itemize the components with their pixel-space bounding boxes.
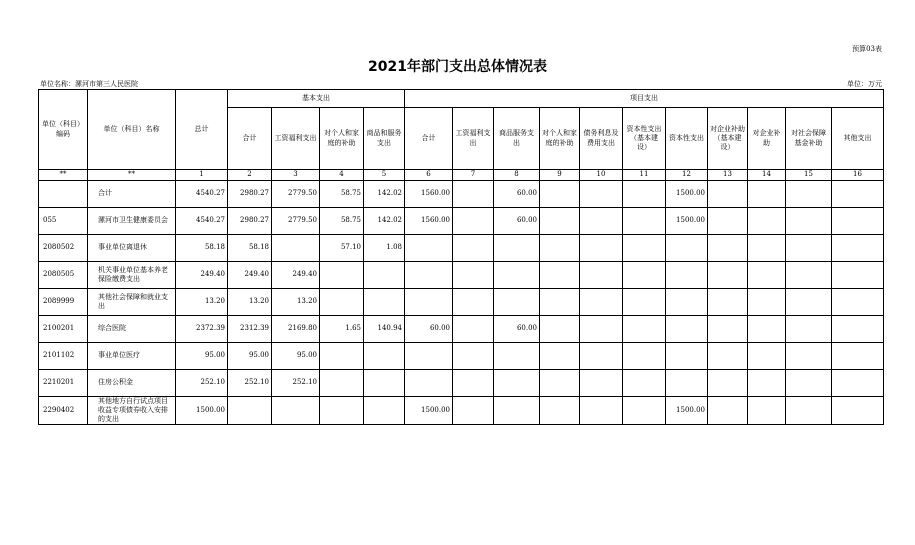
row-value [453, 316, 494, 343]
table-row [39, 370, 884, 397]
header-project-col: 对社会保障基金补助 [786, 108, 832, 170]
row-value [623, 235, 666, 262]
page-title: 2021年部门支出总体情况表 [368, 59, 547, 75]
row-value [832, 208, 884, 235]
row-value [453, 181, 494, 208]
header-project-col: 工资福利支出 [453, 108, 494, 170]
row-value [540, 370, 580, 397]
row-value: 249.40 [228, 262, 272, 289]
header-project-col: 合计 [405, 108, 453, 170]
row-value [623, 316, 666, 343]
header-basic-col: 商品和服务支出 [364, 108, 405, 170]
row-value [540, 235, 580, 262]
row-value [405, 262, 453, 289]
column-index-cell: 2 [228, 170, 272, 181]
row-code: 2089999 [39, 289, 88, 316]
row-value [832, 289, 884, 316]
row-value: 58.75 [320, 181, 364, 208]
row-code: 2210201 [39, 370, 88, 397]
row-value [320, 397, 364, 425]
column-index-cell: 9 [540, 170, 580, 181]
header-project-col: 资本性支出（基本建设） [623, 108, 666, 170]
table-row [39, 181, 884, 208]
row-value [453, 262, 494, 289]
row-value [494, 370, 540, 397]
row-value [320, 262, 364, 289]
row-value [666, 316, 708, 343]
row-value: 1.65 [320, 316, 364, 343]
row-value [623, 208, 666, 235]
row-value [748, 208, 786, 235]
header-basic-col: 工资福利支出 [272, 108, 320, 170]
row-value [453, 370, 494, 397]
row-code: 2101102 [39, 343, 88, 370]
row-value [494, 289, 540, 316]
row-value: 60.00 [494, 316, 540, 343]
row-value [494, 397, 540, 425]
row-value: 2372.39 [176, 316, 228, 343]
row-value: 60.00 [405, 316, 453, 343]
row-name: 其他社会保障和就业支出 [88, 289, 176, 316]
row-value: 13.20 [228, 289, 272, 316]
row-value [748, 235, 786, 262]
row-code: 2100201 [39, 316, 88, 343]
row-code: 2080502 [39, 235, 88, 262]
row-value [364, 343, 405, 370]
row-value [364, 289, 405, 316]
row-value: 1500.00 [405, 397, 453, 425]
row-value [494, 235, 540, 262]
row-value [580, 235, 623, 262]
row-value [540, 181, 580, 208]
table-row [39, 343, 884, 370]
table-row [39, 262, 884, 289]
row-value [666, 343, 708, 370]
row-value [666, 289, 708, 316]
row-value [228, 397, 272, 425]
row-code: 2290402 [39, 397, 88, 425]
row-value [708, 262, 748, 289]
row-value [540, 343, 580, 370]
unit-name: 单位名称：漯河市第三人民医院 [40, 80, 138, 88]
row-value [623, 370, 666, 397]
row-value: 57.10 [320, 235, 364, 262]
row-value [405, 235, 453, 262]
row-value [786, 289, 832, 316]
table-row [39, 289, 884, 316]
row-value [623, 289, 666, 316]
row-value: 1500.00 [176, 397, 228, 425]
row-value [832, 181, 884, 208]
column-index-cell: 13 [708, 170, 748, 181]
header-total: 总计 [176, 90, 228, 170]
row-name: 综合医院 [88, 316, 176, 343]
row-value [786, 262, 832, 289]
row-value [580, 316, 623, 343]
row-value: 249.40 [272, 262, 320, 289]
row-value [708, 235, 748, 262]
header-project-col: 对企业补助 [748, 108, 786, 170]
row-value: 95.00 [176, 343, 228, 370]
row-value [580, 370, 623, 397]
row-value [580, 181, 623, 208]
row-code [39, 181, 88, 208]
column-index-cell: 14 [748, 170, 786, 181]
row-value [708, 370, 748, 397]
row-value: 1500.00 [666, 181, 708, 208]
row-name: 住房公积金 [88, 370, 176, 397]
column-index-cell: ** [88, 170, 176, 181]
row-value [540, 397, 580, 425]
row-value [832, 316, 884, 343]
row-value [832, 235, 884, 262]
row-value: 252.10 [272, 370, 320, 397]
row-value [708, 397, 748, 425]
row-name: 机关事业单位基本养老保险缴费支出 [88, 262, 176, 289]
column-index-cell: 8 [494, 170, 540, 181]
expenditure-table [38, 89, 884, 425]
row-value: 1500.00 [666, 397, 708, 425]
column-index-cell: 6 [405, 170, 453, 181]
column-index-cell: 1 [176, 170, 228, 181]
row-value: 60.00 [494, 181, 540, 208]
row-value [786, 208, 832, 235]
row-value [832, 343, 884, 370]
header-name: 单位（科目）名称 [88, 90, 176, 170]
row-name: 事业单位离退休 [88, 235, 176, 262]
row-value [786, 343, 832, 370]
header-project-col: 资本性支出 [666, 108, 708, 170]
row-value [666, 370, 708, 397]
row-value [786, 397, 832, 425]
header-basic-col: 合计 [228, 108, 272, 170]
row-value [364, 262, 405, 289]
row-value [623, 343, 666, 370]
table-row [39, 208, 884, 235]
row-value [364, 397, 405, 425]
row-value [623, 397, 666, 425]
header-project-group: 项目支出 [405, 90, 884, 108]
row-value [580, 343, 623, 370]
row-value [832, 370, 884, 397]
unit-label: 单位：万元 [847, 80, 882, 88]
row-value: 1560.00 [405, 181, 453, 208]
row-value [494, 262, 540, 289]
row-value [832, 397, 884, 425]
row-value [540, 316, 580, 343]
row-code: 2080505 [39, 262, 88, 289]
row-value [666, 262, 708, 289]
row-value: 2312.39 [228, 316, 272, 343]
column-index-cell: 5 [364, 170, 405, 181]
row-value [748, 316, 786, 343]
row-value [580, 289, 623, 316]
row-value [453, 397, 494, 425]
column-index-cell: 11 [623, 170, 666, 181]
row-value [272, 235, 320, 262]
row-name: 漯河市卫生健康委员会 [88, 208, 176, 235]
row-value: 4540.27 [176, 181, 228, 208]
row-value: 2779.50 [272, 208, 320, 235]
row-value [364, 370, 405, 397]
row-value [748, 370, 786, 397]
row-value: 13.20 [272, 289, 320, 316]
header-basic-group: 基本支出 [228, 90, 405, 108]
column-index-cell: 7 [453, 170, 494, 181]
row-value [748, 397, 786, 425]
form-number: 预算03表 [852, 45, 882, 53]
row-value: 1500.00 [666, 208, 708, 235]
table-row [39, 316, 884, 343]
row-value [786, 316, 832, 343]
row-value [666, 235, 708, 262]
column-index-cell: 4 [320, 170, 364, 181]
row-value [540, 289, 580, 316]
row-value: 2980.27 [228, 208, 272, 235]
header-code: 单位（科目）编码 [39, 90, 88, 170]
row-value [748, 181, 786, 208]
row-value: 142.02 [364, 208, 405, 235]
row-value [580, 208, 623, 235]
row-value [320, 289, 364, 316]
column-index-cell: 3 [272, 170, 320, 181]
header-project-col: 对个人和家庭的补助 [540, 108, 580, 170]
row-value [708, 181, 748, 208]
row-value [405, 289, 453, 316]
row-value [580, 397, 623, 425]
row-value [320, 343, 364, 370]
row-value [748, 343, 786, 370]
row-value [580, 262, 623, 289]
header-basic-col: 对个人和家庭的补助 [320, 108, 364, 170]
row-value: 1.08 [364, 235, 405, 262]
row-value [540, 262, 580, 289]
row-value [272, 397, 320, 425]
header-project-col: 其他支出 [832, 108, 884, 170]
row-value: 58.75 [320, 208, 364, 235]
row-name: 其他地方自行试点项目收益专项债券收入安排的支出 [88, 397, 176, 425]
row-value: 95.00 [272, 343, 320, 370]
row-value [405, 343, 453, 370]
table-row [39, 397, 884, 425]
row-value: 1560.00 [405, 208, 453, 235]
row-value [453, 343, 494, 370]
column-index-cell: 10 [580, 170, 623, 181]
row-value [623, 262, 666, 289]
row-code: 055 [39, 208, 88, 235]
row-value: 2779.50 [272, 181, 320, 208]
column-index-cell: 16 [832, 170, 884, 181]
row-value: 58.18 [176, 235, 228, 262]
row-value [453, 289, 494, 316]
header-project-col: 对企业补助（基本建设） [708, 108, 748, 170]
row-value [320, 370, 364, 397]
row-value: 95.00 [228, 343, 272, 370]
header-row-1 [39, 90, 884, 108]
row-value: 4540.27 [176, 208, 228, 235]
column-index-cell: 15 [786, 170, 832, 181]
table-row [39, 235, 884, 262]
row-name: 合计 [88, 181, 176, 208]
row-value [748, 289, 786, 316]
row-value: 2980.27 [228, 181, 272, 208]
row-value [494, 343, 540, 370]
row-value [453, 208, 494, 235]
row-value [708, 316, 748, 343]
row-value [540, 208, 580, 235]
column-index-cell: ** [39, 170, 88, 181]
row-value: 58.18 [228, 235, 272, 262]
row-value: 252.10 [176, 370, 228, 397]
row-value: 252.10 [228, 370, 272, 397]
row-value [405, 370, 453, 397]
row-value: 249.40 [176, 262, 228, 289]
header-project-col: 商品服务支出 [494, 108, 540, 170]
row-name: 事业单位医疗 [88, 343, 176, 370]
row-value: 60.00 [494, 208, 540, 235]
row-value [748, 262, 786, 289]
row-value: 140.94 [364, 316, 405, 343]
column-index-row [39, 170, 884, 181]
row-value: 142.02 [364, 181, 405, 208]
row-value [708, 343, 748, 370]
column-index-cell: 12 [666, 170, 708, 181]
row-value [786, 235, 832, 262]
row-value [708, 289, 748, 316]
header-project-col: 债务利息及费用支出 [580, 108, 623, 170]
row-value [786, 370, 832, 397]
row-value [623, 181, 666, 208]
row-value [786, 181, 832, 208]
row-value [832, 262, 884, 289]
row-value: 13.20 [176, 289, 228, 316]
row-value [453, 235, 494, 262]
row-value [708, 208, 748, 235]
row-value: 2169.80 [272, 316, 320, 343]
